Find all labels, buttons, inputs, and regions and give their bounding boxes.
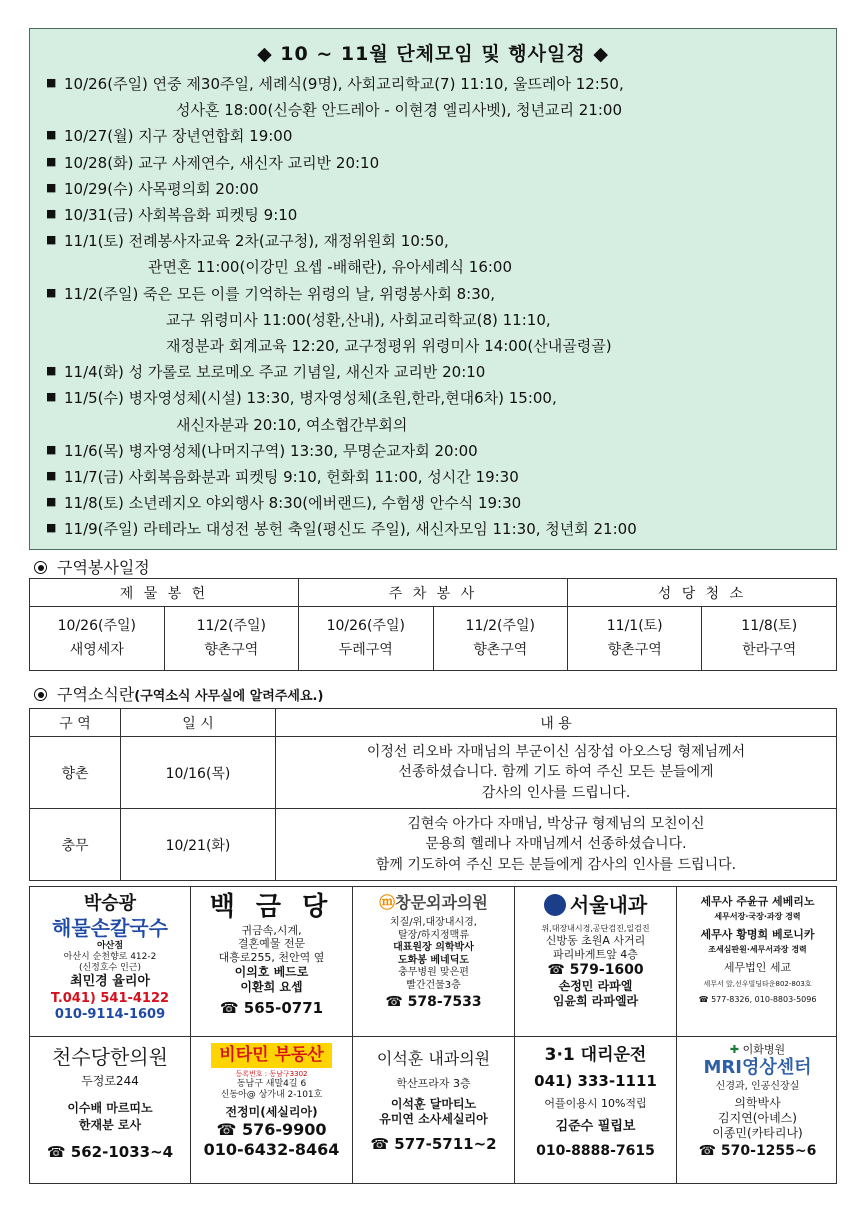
volunteer-cell: 11/8(토) 한라구역 (702, 607, 837, 671)
bullet-square-icon: ■ (46, 233, 57, 247)
ad-seoul-internal-medicine: 서울내과 위,대장내시경,공단검진,일검진 신방동 초원A 사거리 파리바게트앞 4층 ☎ 579-1600 손정민 라파엘 임윤희 라파엘라 (541, 893, 650, 1008)
schedule-line: 10/29(수) 사목평의회 20:00 (64, 179, 259, 198)
bullet-square-icon: ■ (46, 390, 57, 404)
volunteer-cell: 11/2(주일) 향촌구역 (164, 607, 298, 671)
schedule-line: 11/8(토) 소년레지오 야외행사 8:30(에버랜드), 수험생 안수식 19:30 (64, 494, 522, 513)
ad-baekgeumdang: 백 금 당 귀금속,시계, 결혼예물 전문 대흥로255, 천안역 옆 이의호 베드로 이환희 요셉 ☎ 565-0771 (209, 892, 334, 1017)
bullet-square-icon: ■ (46, 76, 57, 89)
schedule-line: 10/28(화) 교구 사제연수, 새신자 교리반 20:10 (64, 153, 380, 172)
advertisement-grid (29, 886, 837, 1184)
bullet-circle-icon (34, 688, 47, 701)
news-date: 10/21(화) (121, 809, 276, 881)
news-header-content: 내 용 (276, 709, 837, 737)
ad-ewha-mri: ✚ 이화병원 MRI영상센터 신경과, 인공신장실 의학박사 김지연(아녜스) 이종민(카타리나) ☎ 570-1255~6 (698, 1043, 817, 1159)
schedule-line: 11/7(금) 사회복음화분과 피켓팅 9:10, 헌화회 11:00, 성시간 19:30 (64, 468, 519, 486)
volunteer-heading: 구역봉사일정 (34, 555, 150, 578)
news-table (29, 708, 837, 881)
schedule-line: 11/4(화) 성 가롤로 보로메오 주교 기념일, 새신자 교리반 20:10 (64, 363, 486, 382)
bullet-square-icon: ■ (46, 442, 57, 456)
ad-cheonsudang: 천수당한의원 두정로244 이수배 마르띠노 한재분 로사 ☎ 562-1033~4 (46, 1045, 174, 1161)
news-header-area: 구 역 (30, 709, 121, 737)
ad-vitamin-realty: 비타민 부동산 등록번호 : 동남구3302 동남구 새말4길 6 신동아@ 상가내 2-101호 전정미(세실리아) ☎ 576-9900 010-6432-8464 (203, 1045, 340, 1159)
ad-leeseokhun-clinic: 이석훈 내과의원 학산프라자 3층 이석훈 달마티노 유미연 소사세실리아 ☎ 577-5711~2 (370, 1049, 497, 1153)
schedule-line: 10/31(금) 사회복음화 피켓팅 9:10 (64, 206, 298, 224)
ad-changmun-clinic: ⓜ창문외과의원 치질/위,대장내시경, 탈장/하지정맥류 대표원장 의학박사 도화봉 베네딕도 충무병원 맞은편 빨간건물3층 ☎ 578-7533 (379, 893, 488, 1010)
volunteer-cell: 10/26(주일) 새영세자 (30, 607, 165, 671)
bullet-square-icon: ■ (46, 285, 57, 299)
schedule-line: 성사혼 18:00(신승환 안드레아 - 이현경 엘리사벳), 청년교리 21:00 (176, 101, 623, 120)
volunteer-cell: 10/26(주일) 두레구역 (298, 607, 433, 671)
schedule-line: 11/6(목) 병자영성체(나머지구역) 13:30, 무명순교자회 20:00 (64, 441, 478, 460)
bullet-square-icon: ■ (46, 180, 57, 194)
ad-kalguksu: 박승광 해물손칼국수 아산점 아산시 순천향로 412-2 (신정호수 인근) 최민경 율리아 T.041) 541-4122 010-9114-1609 (50, 893, 170, 1022)
volunteer-cell: 11/2(주일) 향촌구역 (433, 607, 567, 671)
bullet-square-icon: ■ (46, 364, 57, 378)
volunteer-group-cleaning: 성 당 청 소 (567, 579, 836, 607)
bullet-square-icon: ■ (46, 469, 57, 482)
news-date: 10/16(목) (121, 737, 276, 809)
schedule-title: ◆ 10 ~ 11월 단체모임 및 행사일정 ◆ (257, 43, 609, 65)
schedule-line: 관면혼 11:00(이강민 요셉 -배해란), 유아세례식 16:00 (148, 258, 513, 277)
volunteer-group-parking: 주 차 봉 사 (298, 579, 567, 607)
ad-daeri-driving: 3·1 대리운전 041) 333-1111 어플이용시 10%적립 김준수 필립보 010-8888-7615 (534, 1045, 657, 1159)
volunteer-group-offering: 제 물 봉 헌 (30, 579, 299, 607)
news-area: 충무 (30, 809, 121, 881)
schedule-line: 10/26(주일) 연중 제30주일, 세례식(9명), 사회교리학교(7) 11:10, 울뜨레아 12:50, (64, 75, 624, 93)
bullet-square-icon: ■ (46, 128, 57, 142)
schedule-line: 10/27(월) 지구 장년연합회 19:00 (64, 127, 293, 146)
bullet-circle-icon (34, 561, 47, 574)
schedule-line: 새신자분과 20:10, 여소협간부회의 (176, 415, 408, 434)
table-row (30, 737, 837, 809)
ad-tax-office: 세무사 주윤규 세베리노 세무서장·국장·과장 경력 세무사 황명희 베로니카 조세심판원·세무서과장 경력 세무법인 세교 세무서 앞,선우빌딩타운802-803호 ☎ 577-8326, 010-8803-5096 (698, 895, 817, 1004)
schedule-line: 11/1(토) 전례봉사자교육 2차(교구청), 재정위원회 10:50, (64, 232, 449, 251)
schedule-line: 11/9(주일) 라테라노 대성전 봉헌 축일(평신도 주일), 새신자모임 11:30, 청년회 21:00 (64, 520, 637, 539)
news-area: 향촌 (30, 737, 121, 809)
bullet-square-icon: ■ (46, 207, 57, 220)
event-schedule-box (29, 28, 837, 550)
schedule-line: 교구 위령미사 11:00(성환,산내), 사회교리학교(8) 11:10, (166, 310, 551, 329)
hospital-logo-icon: ✚ (729, 1043, 740, 1056)
schedule-line: 11/5(수) 병자영성체(시설) 13:30, 병자영성체(초원,한라,현대6차) 15:00, (64, 389, 557, 408)
bullet-square-icon: ■ (46, 154, 57, 168)
news-heading: 구역소식란(구역소식 사무실에 알려주세요.) (34, 682, 323, 705)
schedule-line: 11/2(주일) 죽은 모든 이를 기억하는 위령의 날, 위령봉사회 8:30, (64, 284, 496, 303)
news-header-date: 일 시 (121, 709, 276, 737)
seoul-logo-icon (544, 894, 566, 916)
news-content: 김현숙 아가다 자매님, 박상규 형제님의 모친이신 문용희 헬레나 자매님께서 선종하셨습니다. 함께 기도하여 주신 모든 분들에게 감사의 인사를 드립니다. (276, 809, 837, 881)
schedule-line: 재정분과 회계교육 12:20, 교구정평위 위령미사 14:00(산내골령골) (166, 337, 612, 355)
volunteer-table (29, 578, 837, 671)
volunteer-cell: 11/1(토) 향촌구역 (567, 607, 702, 671)
table-row (30, 809, 837, 881)
clinic-logo-icon: ⓜ (379, 893, 396, 912)
bullet-square-icon: ■ (46, 495, 57, 509)
bullet-square-icon: ■ (46, 521, 57, 535)
news-content: 이정선 리오바 자매님의 부군이신 심장섭 아오스딩 형제님께서 선종하셨습니다. 함께 기도 하여 주신 모든 분들에게 감사의 인사를 드립니다. (276, 737, 837, 809)
